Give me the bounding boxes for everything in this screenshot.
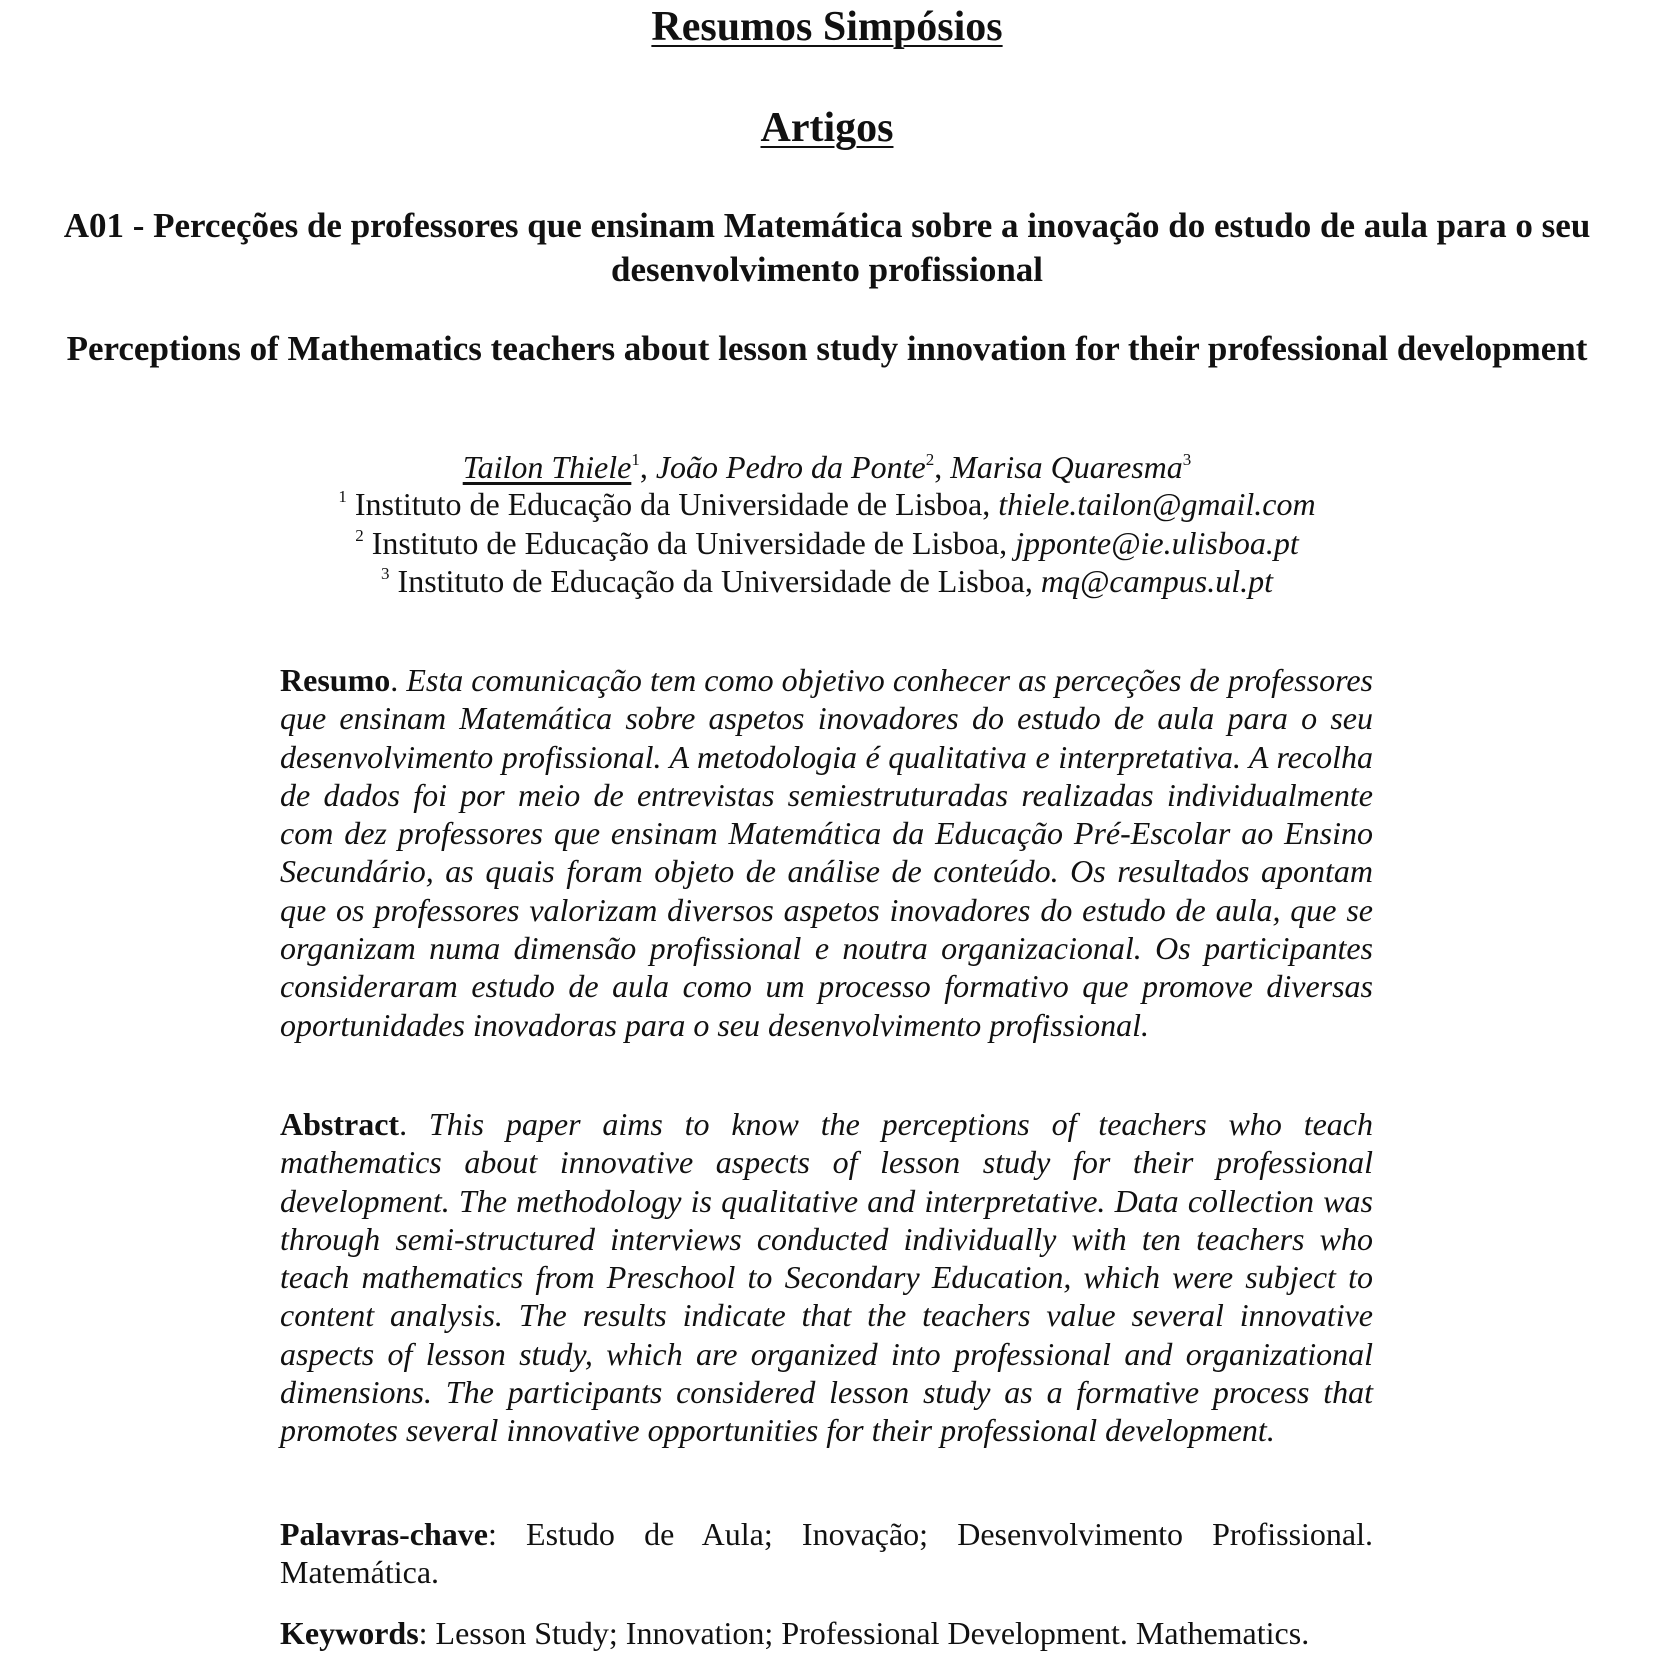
affiliation-line — [0, 524, 1654, 562]
affiliation-line — [0, 562, 1654, 600]
resumo-paragraph: Resumo. Esta comunicação tem como objetivo conhecer as perceções de professores que ensinam Matemática sobre aspetos inovadores do estudo de aula para o seu desenvolvimento profissional. A metodologia é qualitativa e interpretativa. A recolha de dados foi por meio de entrevistas semiestruturadas realizadas individualmente com dez professores que ensinam Matemática da Educação Pré-Escolar ao Ensino Secundário, as quais foram objeto de análise de conteúdo. Os resultados apontam que os professores valorizam diversos aspetos inovadores do estudo de aula, que se organizam numa dimensão profissional e noutra organizacional. Os participantes consideraram estudo de aula como um processo formativo que promove diversas oportunidades inovadoras para o seu desenvolvimento profissional. — [280, 662, 1374, 1043]
affiliation-marker: 1 — [338, 487, 347, 506]
keywords-paragraph: Keywords: Lesson Study; Innovation; Professional Development. Mathematics. — [280, 1615, 1310, 1651]
keywords-text: Lesson Study; Innovation; Professional Development. Mathematics. — [435, 1615, 1310, 1651]
section-heading-symposia-text: Resumos Simpósios — [651, 4, 1003, 50]
author-name: Marisa Quaresma — [950, 449, 1183, 485]
affiliation-marker: 3 — [381, 564, 390, 583]
palavras-chave-paragraph: Palavras-chave: Estudo de Aula; Inovação; Desenvolvimento Profissional. Matemática. — [280, 1516, 1374, 1591]
paper-title-english: Perceptions of Mathematics teachers about lesson study innovation for their professional development — [66, 329, 1588, 368]
author-name: Tailon Thiele — [462, 449, 632, 485]
abstract-label: Abstract — [280, 1106, 400, 1142]
paper-title-portuguese: A01 - Perceções de professores que ensinam Matemática sobre a inovação do estudo de aula para o seu desenvolvimento profissional — [63, 206, 1591, 289]
affiliation-email: thiele.tailon@gmail.com — [998, 486, 1316, 522]
affiliation-email: jpponte@ie.ulisboa.pt — [1015, 525, 1299, 561]
author-list: Tailon Thiele$^1$, João Pedro da Ponte$^2$, Marisa Quaresma$^3$ — [462, 449, 1192, 485]
palavras-chave-text: Estudo de Aula; Inovação; Desenvolvimento Profissional. Matemática. — [280, 1516, 1374, 1591]
palavras-chave-label: Palavras-chave — [280, 1516, 488, 1552]
affiliation-institution: Instituto de Educação da Universidade de Lisboa, — [397, 563, 1033, 599]
affiliation-email: mq@campus.ul.pt — [1040, 563, 1273, 599]
affiliation-institution: Instituto de Educação da Universidade de Lisboa, — [371, 525, 1008, 561]
affiliation-line — [0, 485, 1654, 523]
author-affiliation-marker: 2 — [925, 450, 935, 469]
author-affiliation-marker: 1 — [631, 450, 640, 469]
affiliation-institution: Instituto de Educação da Universidade de Lisboa, — [354, 486, 991, 522]
abstract-text: This paper aims to know the perceptions of teachers who teach mathematics about innovative aspects of lesson study for their professional development. The methodology is qualitative and interpretative. Data collection was through semi-structured interviews conducted individually with ten teachers who teach mathematics from Preschool to Secondary Education, which were subject to content analysis. The results indicate that the teachers value several innovative aspects of lesson study, which are organized into professional and organizational dimensions. The participants considered lesson study as a formative process that promotes several innovative opportunities for their professional development. — [280, 1106, 1374, 1449]
resumo-label: Resumo — [280, 662, 391, 698]
resumo-text: Esta comunicação tem como objetivo conhecer as perceções de professores que ensinam Matemática sobre aspetos inovadores do estudo de aula para o seu desenvolvimento profissional. A metodologia é qualitativa e interpretativa. A recolha de dados foi por meio de entrevistas semiestruturadas realizadas individualmente com dez professores que ensinam Matemática da Educação Pré-Escolar ao Ensino Secundário, as quais foram objeto de análise de conteúdo. Os resultados apontam que os professores valorizam diversos aspetos inovadores do estudo de aula, que se organizam numa dimensão profissional e noutra organizacional. Os participantes consideraram estudo de aula como um processo formativo que promove diversas oportunidades inovadoras para o seu desenvolvimento profissional. — [280, 662, 1374, 1043]
author-affiliation-marker: 3 — [1182, 450, 1192, 469]
abstract-paragraph: Abstract. This paper aims to know the perceptions of teachers who teach mathematics about innovative aspects of lesson study for their professional development. The methodology is qualitative and interpretative. Data collection was through semi-structured interviews conducted individually with ten teachers who teach mathematics from Preschool to Secondary Education, which were subject to content analysis. The results indicate that the teachers value several innovative aspects of lesson study, which are organized into professional and organizational dimensions. The participants considered lesson study as a formative process that promotes several innovative opportunities for their professional development. — [280, 1106, 1374, 1449]
section-heading-symposia — [0, 3, 1654, 51]
affiliation-marker: 2 — [355, 526, 364, 545]
section-heading-articles-text: Artigos — [760, 105, 894, 151]
keywords-label: Keywords — [280, 1615, 419, 1651]
author-name: João Pedro da Ponte — [655, 449, 926, 485]
section-heading-articles — [0, 104, 1654, 152]
